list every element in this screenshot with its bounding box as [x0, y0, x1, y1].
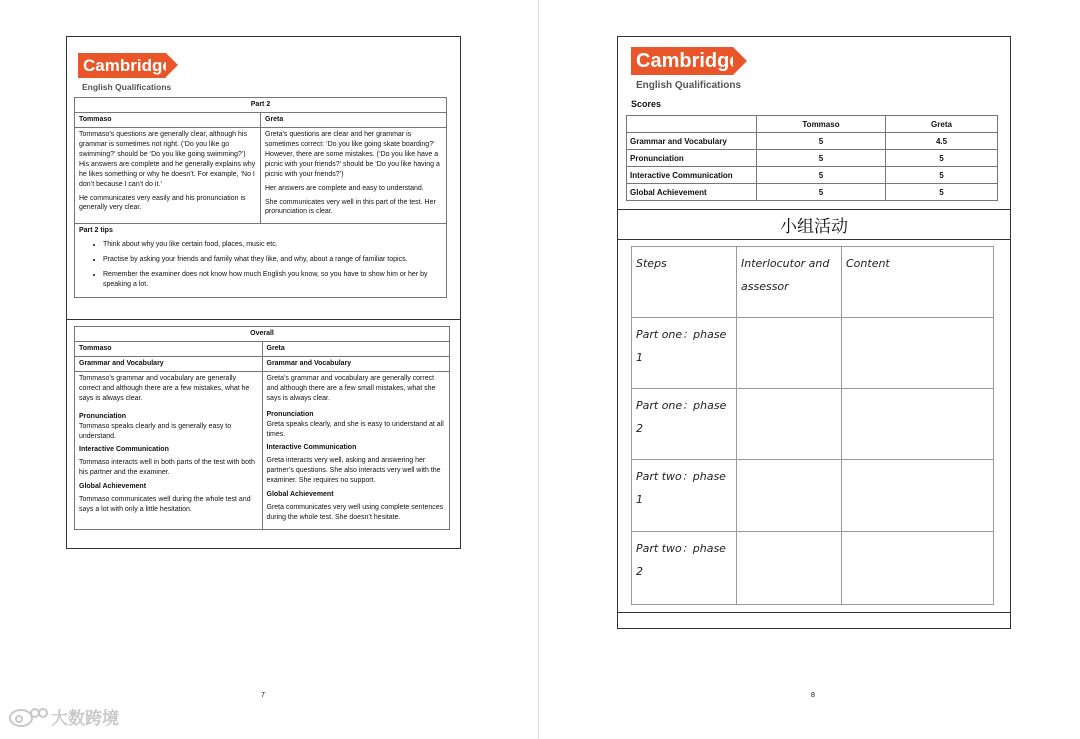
part2-tip: • Practise by asking your friends and family what they like, and why, about a range of familiar topics. — [103, 255, 442, 265]
part2-tommaso-communication: He communicates very easily and his pronunciation is generally very clear. — [79, 194, 246, 212]
scores-tommaso-value: 5 — [757, 133, 886, 150]
scores-greta-value: 5 — [886, 167, 998, 184]
scores-table — [626, 115, 998, 201]
scores-criterion: Global Achievement — [627, 184, 757, 201]
scores-criterion: Grammar and Vocabulary — [627, 133, 757, 150]
part2-col-tommaso: Tommaso — [75, 112, 261, 127]
part2-table — [74, 97, 447, 298]
activity-content-cell — [842, 532, 994, 605]
scores-tommaso-value: 5 — [757, 150, 886, 167]
scores-criterion: Interactive Communication — [627, 167, 757, 184]
overall-tommaso-ga: Tommaso communicates well during the whole test and says a lot with only a little hesitation. — [79, 496, 251, 514]
part2-tip: • Think about why you like certain food, places, music etc. — [103, 240, 442, 250]
part2-greta-communication: She communicates very well in this part of the test. Her pronunciation is clear. — [265, 198, 436, 216]
part2-tommaso-feedback: Tommaso’s questions are generally clear, although his grammar is sometimes not right. (‘Do you like go swimming?’ should be ‘Do you like going swimming?’) His answers are complete and he generally explains why he likes something or why he doesn’t. For example, ‘No I don’t because I can’t do it.’ — [79, 130, 256, 188]
activity-header-content: Content — [842, 247, 994, 318]
activity-content-cell — [842, 318, 994, 389]
part2-title: Part 2 — [75, 98, 447, 113]
scores-greta-value: 4.5 — [886, 133, 998, 150]
scores-greta-value: 5 — [886, 150, 998, 167]
cambridge-logo — [78, 53, 171, 92]
activity-header-interlocutor: Interlocutor and assessor — [737, 247, 842, 318]
overall-tommaso-ic: Tommaso interacts well in both parts of the test with both his partner and the examiner. — [79, 459, 255, 477]
overall-tommaso-pr-heading: Pronunciation — [79, 412, 127, 420]
overall-greta-pr: Greta speaks clearly, and she is easy to understand at all times. — [266, 420, 444, 438]
overall-greta-gv: Greta’s grammar and vocabulary are generally correct and although there are a few small mistakes, what she says is always clear. — [266, 374, 436, 402]
page-divider — [538, 0, 539, 739]
activity-step-label: Part two：phase 2 — [632, 532, 737, 605]
overall-greta-ic-heading: Interactive Communication — [266, 444, 357, 452]
overall-tommaso-gv: Tommaso’s grammar and vocabulary are generally correct and although there are a few mistakes, what he says is always clear. — [79, 374, 250, 402]
overall-greta-ga: Greta communicates very well using complete sentences during the whole test. She doesn’t hesitate. — [266, 504, 444, 522]
scores-header-tommaso: Tommaso — [757, 116, 886, 133]
part2-greta-feedback: Greta’s questions are clear and her grammar is sometimes correct: ‘Do you like going skate boarding?’ However, there are some mistakes. (‘Do you like have a picnic with your friends?’ should be ‘Do you like having a picnic with your friends?’) — [265, 130, 440, 178]
part2-tommaso-cell — [75, 127, 261, 224]
page8-section-line — [617, 239, 1011, 240]
page-number: 8 — [811, 692, 815, 699]
weibo-icon — [8, 703, 48, 729]
overall-col-tommaso: Tommaso — [75, 341, 263, 356]
part2-tips-title: Part 2 tips — [79, 227, 113, 235]
part2-tips-list — [79, 240, 442, 290]
scores-title: Scores — [631, 99, 662, 109]
overall-col-greta: Greta — [262, 341, 450, 356]
cambridge-logo-mark: Cambridge — [78, 53, 166, 78]
cambridge-logo-mark: Cambridge — [631, 47, 733, 75]
scores-tommaso-value: 5 — [757, 167, 886, 184]
cambridge-logo — [631, 47, 741, 91]
part2-greta-answers: Her answers are complete and easy to understand. — [265, 184, 424, 192]
part2-tip: • Remember the examiner does not know how much English you know, so you have to show him or her by speaking a lot. — [103, 270, 442, 290]
page-number: 7 — [261, 692, 265, 699]
overall-greta-pr-heading: Pronunciation — [266, 410, 314, 418]
scores-header-blank — [627, 116, 757, 133]
overall-greta-gv-heading: Grammar and Vocabulary — [262, 356, 450, 371]
activity-header-steps: Steps — [632, 247, 737, 318]
scores-greta-value: 5 — [886, 184, 998, 201]
part2-col-greta: Greta — [261, 112, 447, 127]
page8-section-line — [617, 612, 1011, 613]
page8-section-line — [617, 209, 1011, 210]
overall-greta-ga-heading: Global Achievement — [266, 491, 334, 499]
scores-criterion: Pronunciation — [627, 150, 757, 167]
part2-tips-cell — [75, 224, 447, 298]
overall-title: Overall — [75, 327, 450, 342]
overall-tommaso-ga-heading: Global Achievement — [79, 483, 147, 491]
activity-table — [631, 246, 994, 605]
watermark — [8, 703, 119, 729]
activity-interlocutor-cell — [737, 460, 842, 532]
overall-tommaso-pr: Tommaso speaks clearly and is generally easy to understand. — [79, 422, 232, 440]
activity-interlocutor-cell — [737, 318, 842, 389]
overall-tommaso-gv-heading: Grammar and Vocabulary — [75, 356, 263, 371]
watermark-text: 大数跨境 — [51, 708, 119, 729]
part2-greta-cell — [261, 127, 447, 224]
scores-tommaso-value: 5 — [757, 184, 886, 201]
overall-greta-ic: Greta interacts very well, asking and answering her partner’s questions. She also interacts very well with the examiner. She requires no support. — [266, 457, 441, 485]
overall-tommaso-ic-heading: Interactive Communication — [79, 446, 169, 454]
cambridge-logo-subtitle: English Qualifications — [82, 82, 172, 92]
activity-step-label: Part one：phase 1 — [632, 318, 737, 389]
scores-header-greta: Greta — [886, 116, 998, 133]
activity-interlocutor-cell — [737, 389, 842, 460]
cambridge-logo-subtitle: English Qualifications — [636, 80, 742, 91]
overall-table — [74, 326, 450, 530]
activity-interlocutor-cell — [737, 532, 842, 605]
overall-tommaso-cell — [75, 371, 263, 529]
activity-step-label: Part one：phase 2 — [632, 389, 737, 460]
activity-content-cell — [842, 460, 994, 532]
activity-title: 小组活动 — [780, 217, 848, 237]
activity-step-label: Part two：phase 1 — [632, 460, 737, 532]
overall-greta-cell — [262, 371, 450, 529]
activity-content-cell — [842, 389, 994, 460]
